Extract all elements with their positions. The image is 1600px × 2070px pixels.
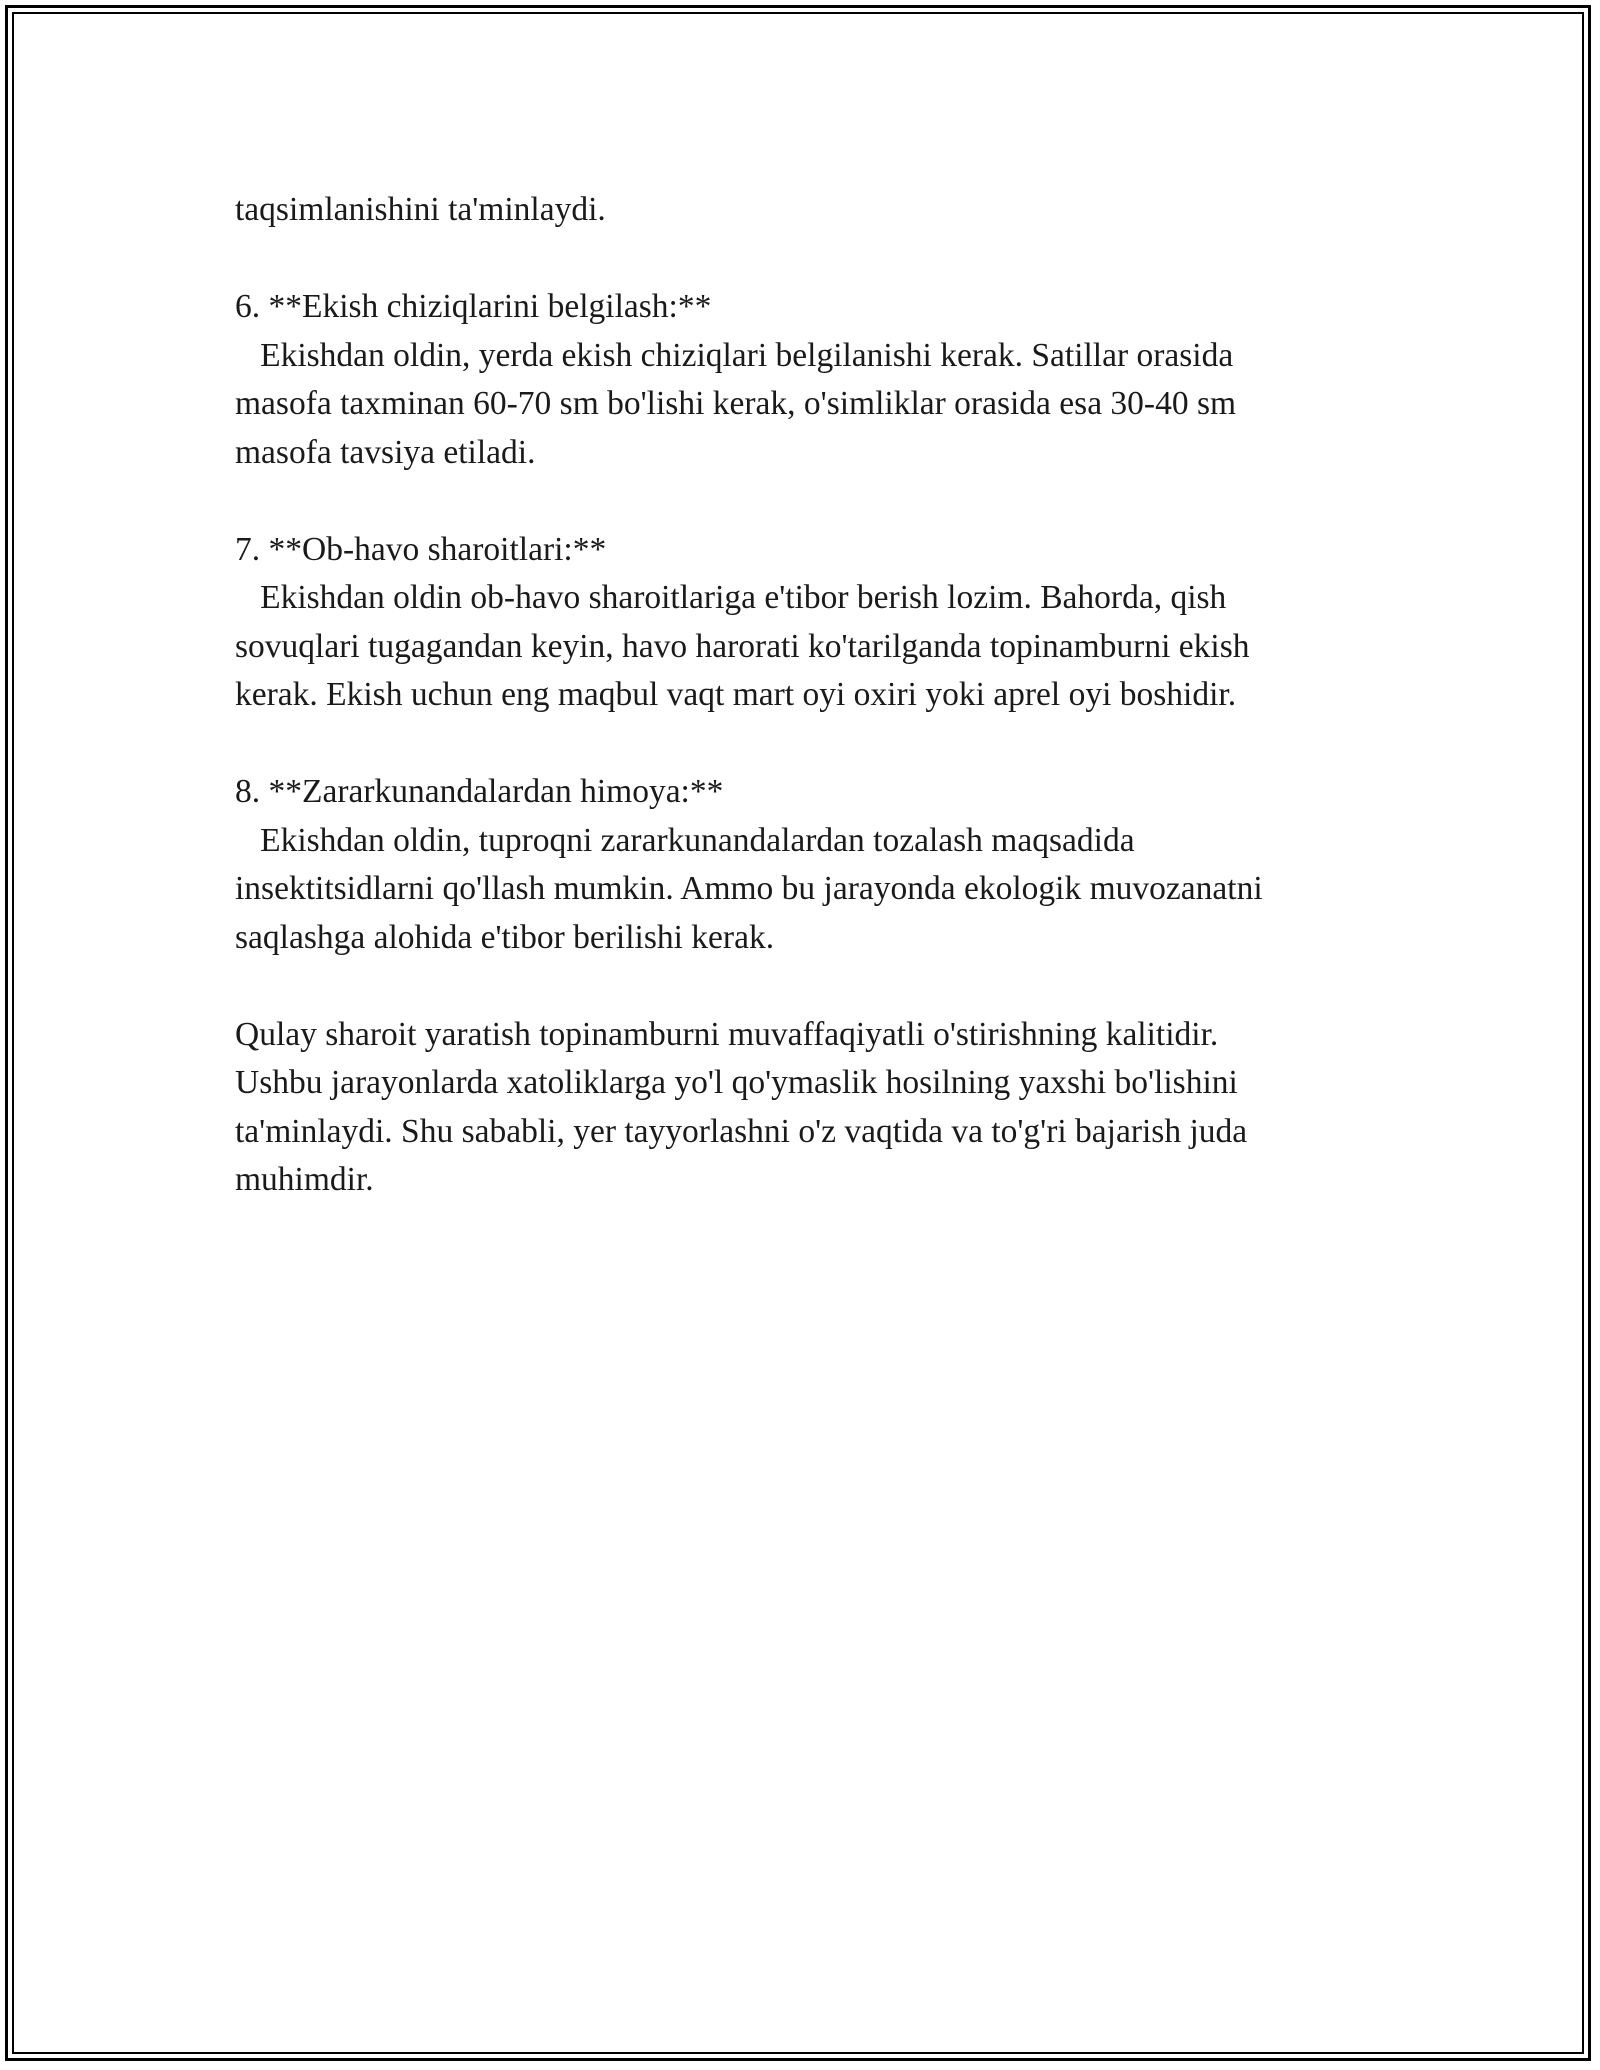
paragraph-gap — [235, 477, 1395, 526]
text-line: muhimdir. — [235, 1161, 374, 1198]
text-line: masofa taxminan 60-70 sm bo'lishi kerak, o'simliklar orasida esa 30-40 sm — [235, 385, 1237, 422]
section-6 — [235, 283, 1395, 477]
paragraph-gap — [235, 962, 1395, 1011]
text-line: insektitsidlarni qo'llash mumkin. Ammo bu jarayonda ekologik muvozanatni — [235, 870, 1263, 907]
section-heading: 6. **Ekish chiziqlarini belgilash:** — [235, 288, 712, 325]
paragraph-intro-continuation — [235, 186, 1395, 235]
text-line: taqsimlanishini ta'minlaydi. — [235, 191, 606, 228]
text-line: Ekishdan oldin ob-havo sharoitlariga e'tibor berish lozim. Bahorda, qish — [235, 579, 1227, 616]
section-8 — [235, 768, 1395, 962]
text-line: Ekishdan oldin, tuproqni zararkunandalardan tozalash maqsadida — [235, 821, 1135, 859]
text-line: Ekishdan oldin, yerda ekish chiziqlari belgilanishi kerak. Satillar orasida — [235, 336, 1234, 374]
section-7 — [235, 526, 1395, 720]
text-line: kerak. Ekish uchun eng maqbul vaqt mart oyi oxiri yoki aprel oyi boshidir. — [235, 676, 1237, 713]
text-line: masofa tavsiya etiladi. — [235, 433, 536, 471]
text-line: Ushbu jarayonlarda xatoliklarga yo'l qo'ymaslik hosilning yaxshi bo'lishini — [235, 1064, 1238, 1101]
section-heading: 7. **Ob-havo sharoitlari:** — [235, 530, 607, 568]
document-body — [235, 186, 1395, 1205]
paragraph-conclusion — [235, 1011, 1395, 1205]
text-line: Qulay sharoit yaratish topinamburni muvaffaqiyatli o'stirishning kalitidir. — [235, 1015, 1219, 1053]
text-line: sovuqlari tugagandan keyin, havo harorati ko'tarilganda topinamburni ekish — [235, 627, 1250, 665]
paragraph-gap — [235, 235, 1395, 284]
text-line: ta'minlaydi. Shu sababli, yer tayyorlashni o'z vaqtida va to'g'ri bajarish juda — [235, 1112, 1248, 1150]
section-heading: 8. **Zararkunandalardan himoya:** — [235, 773, 724, 810]
paragraph-gap — [235, 720, 1395, 769]
text-line: saqlashga alohida e'tibor berilishi kerak. — [235, 918, 775, 956]
